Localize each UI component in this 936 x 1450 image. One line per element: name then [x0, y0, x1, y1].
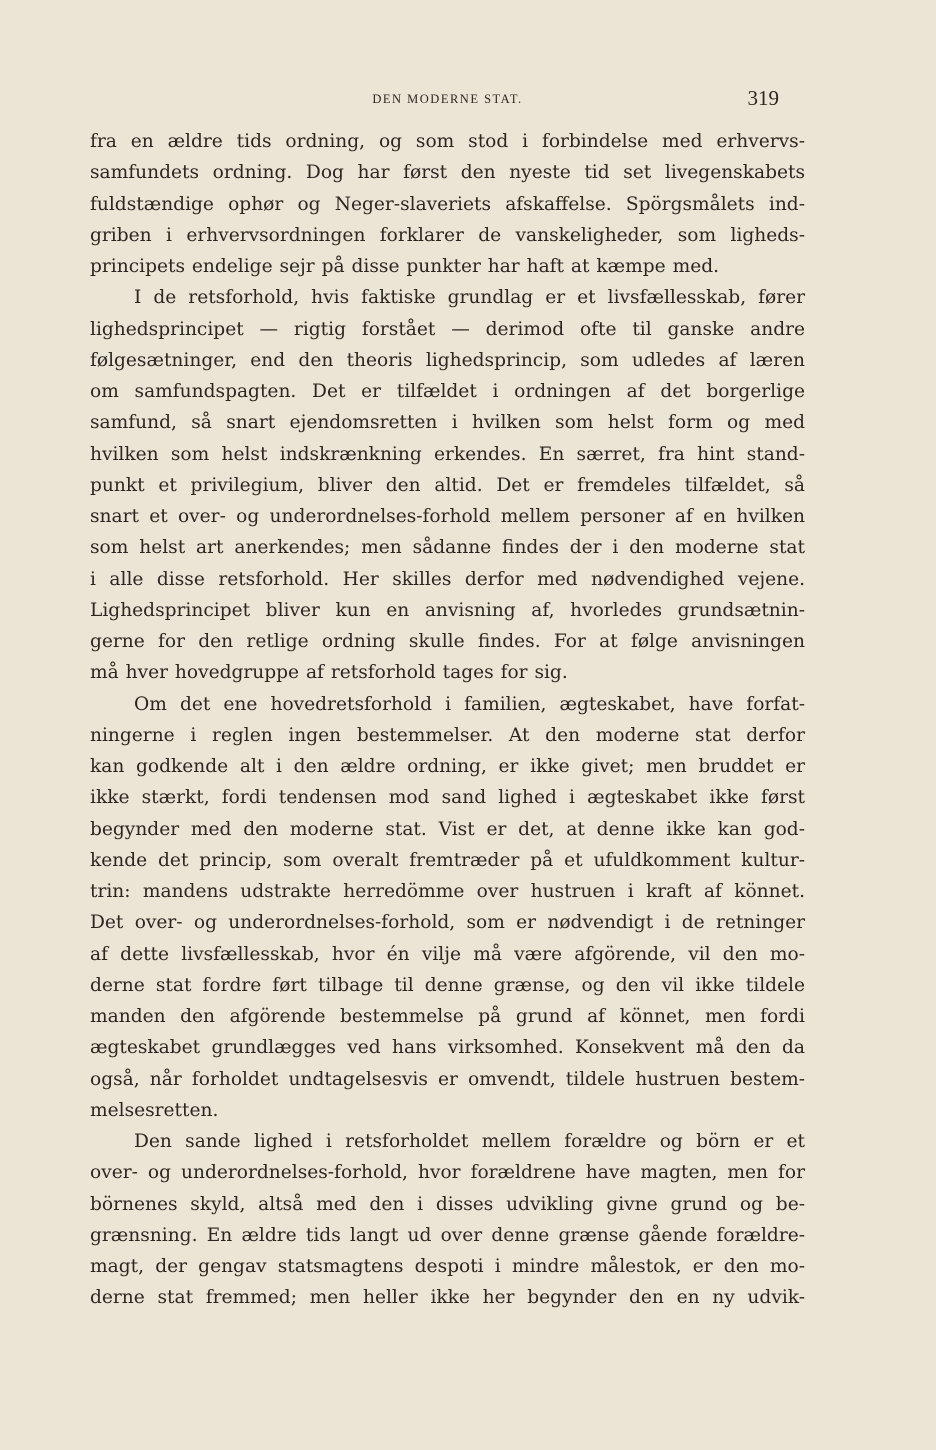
text-line: gerne for den retlige ordning skulle findes. For at følge anvisningen — [90, 631, 805, 652]
text-line: i alle disse retsforhold. Her skilles derfor med nødvendighed vejene. — [90, 568, 805, 590]
text-line: Lighedsprincipet bliver kun en anvisning af, hvorledes grundsætnin- — [90, 599, 805, 621]
text-line: Det over- og underordnelses-forhold, som er nødvendigt i de retninger — [90, 912, 805, 934]
text-line: ikke stærkt, fordi tendensen mod sand lighed i ægteskabet ikke først — [90, 787, 805, 809]
text-line: griben i erhvervsordningen forklarer de vanskeligheder, som ligheds- — [90, 224, 805, 246]
text-line: fuldstændige ophør og Neger-slaveriets afskaffelse. Spörgsmålets ind- — [90, 193, 805, 215]
text-line: over- og underordnelses-forhold, hvor forældrene have magten, men for — [90, 1162, 805, 1184]
text-line: I de retsforhold, hvis faktiske grundlag er et livsfællesskab, fører — [134, 287, 805, 309]
running-title: DEN MODERNE STAT. — [372, 92, 523, 106]
text-line: manden den afgörende bestemmelse på grund af könnet, men fordi — [90, 1006, 805, 1027]
page-number: 319 — [747, 86, 779, 110]
running-head — [90, 86, 805, 114]
text-line: ningerne i reglen ingen bestemmelser. At den moderne stat derfor — [90, 724, 805, 746]
text-line: samfundets ordning. Dog har først den nyeste tid set livegenskabets — [90, 162, 805, 184]
text-line: börnenes skyld, altså med den i disses udvikling givne grund og be- — [90, 1193, 805, 1215]
text-line: melsesretten. — [90, 1099, 219, 1121]
text-line: som helst art anerkendes; men sådanne findes der i den moderne stat — [90, 537, 805, 559]
body-text — [90, 126, 805, 1314]
text-line: principets endelige sejr på disse punkter har haft at kæmpe med. — [90, 256, 720, 277]
text-line: også, når forholdet undtagelsesvis er omvendt, tildele hustruen bestem- — [90, 1068, 805, 1090]
text-line: må hver hovedgruppe af retsforhold tages for sig. — [90, 662, 568, 684]
text-line: Den sande lighed i retsforholdet mellem forældre og börn er et — [134, 1131, 805, 1152]
text-line: magt, der gengav statsmagtens despoti i mindre målestok, er den mo- — [90, 1256, 805, 1277]
text-line: begynder med den moderne stat. Vist er det, at denne ikke kan god- — [90, 818, 805, 840]
text-line: kan godkende alt i den ældre ordning, er ikke givet; men bruddet er — [90, 756, 805, 777]
text-line: derne stat fordre ført tilbage til denne grænse, og den vil ikke tildele — [90, 974, 805, 996]
text-line: Om det ene hovedretsforhold i familien, ægteskabet, have forfat- — [134, 693, 805, 715]
text-line: samfund, så snart ejendomsretten i hvilken som helst form og med — [90, 412, 805, 434]
text-line: snart et over- og underordnelses-forhold mellem personer af en hvilken — [90, 506, 805, 527]
text-line: trin: mandens udstrakte herredömme over hustruen i kraft af könnet. — [90, 881, 805, 902]
text-line: punkt et privilegium, bliver den altid. Det er fremdeles tilfældet, så — [90, 474, 805, 496]
text-line: fra en ældre tids ordning, og som stod i forbindelse med erhvervs- — [90, 131, 805, 152]
text-line: hvilken som helst indskrænkning erkendes. En særret, fra hint stand- — [90, 443, 805, 465]
text-line: om samfundspagten. Det er tilfældet i ordningen af det borgerlige — [90, 381, 805, 402]
text-line: lighedsprincipet — rigtig forstået — derimod ofte til ganske andre — [90, 318, 805, 340]
text-line: kende det princip, som overalt fremtræder på et ufuldkomment kultur- — [90, 849, 805, 871]
text-line: følgesætninger, end den theoris lighedsprincip, som udledes af læren — [90, 349, 805, 371]
text-line: grænsning. En ældre tids langt ud over denne grænse gående forældre- — [90, 1224, 805, 1246]
text-line: ægteskabet grundlægges ved hans virksomhed. Konsekvent må den da — [90, 1037, 805, 1059]
text-line: derne stat fremmed; men heller ikke her begynder den en ny udvik- — [90, 1287, 805, 1309]
text-line: af dette livsfællesskab, hvor én vilje må være afgörende, vil den mo- — [90, 943, 805, 965]
